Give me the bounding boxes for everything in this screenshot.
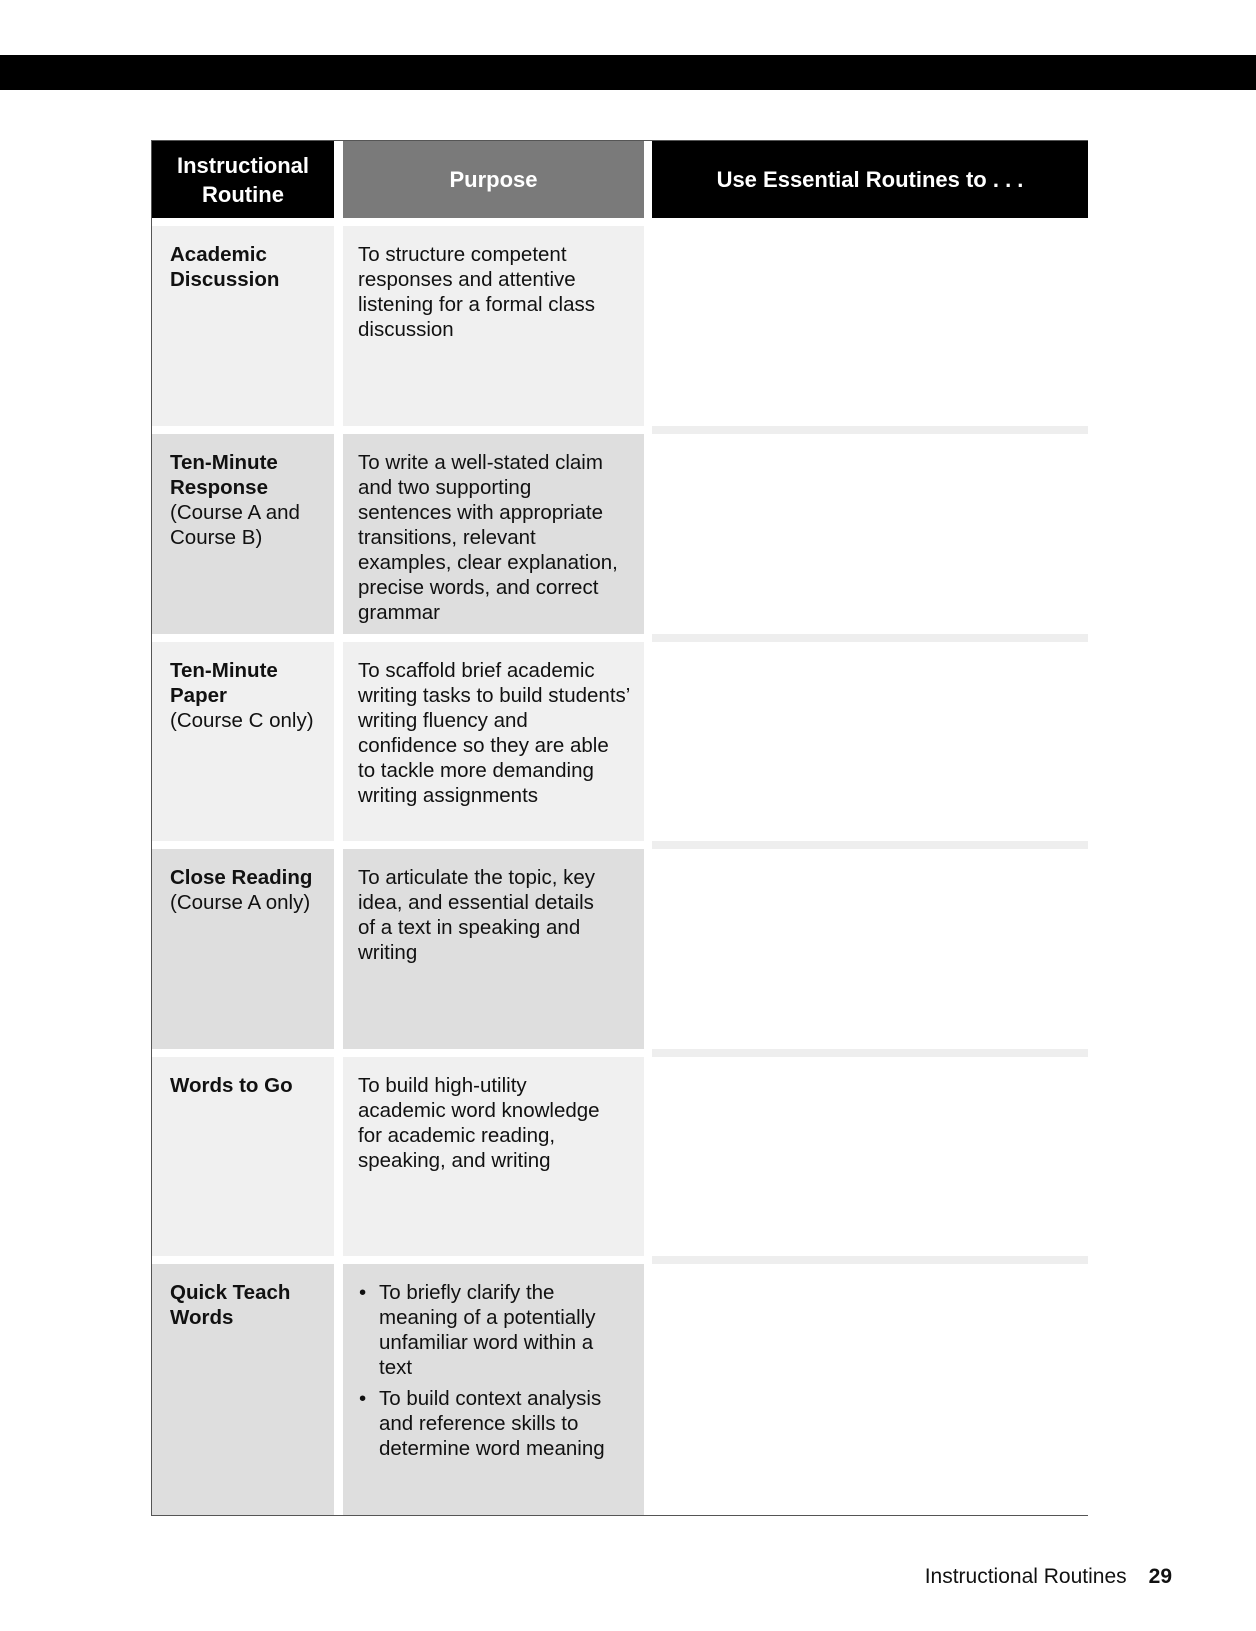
routine-note: (Course A only) (170, 891, 311, 914)
top-black-bar (0, 55, 1256, 90)
purpose-text: To structure competent responses and attentive listening for a formal class discussion (358, 243, 595, 341)
row-separator (652, 634, 1088, 642)
header-instructional-routine: Instructional Routine (152, 141, 334, 218)
table-row-routine (152, 849, 334, 1049)
row-separator (652, 426, 1088, 434)
purpose-text: To write a well-stated claim and two supporting sentences with appropriate transitions, relevant examples, clear explanation, precise words, and correct grammar (358, 451, 618, 624)
routine-name: Close Reading (170, 866, 313, 889)
table-row-use-cell (652, 218, 1088, 426)
routine-name: Ten-Minute Paper (170, 659, 278, 707)
table-row-routine (152, 1057, 334, 1256)
purpose-text: To scaffold brief academic writing tasks to build students’ writing fluency and confidence so they are able to tackle more demanding writing assignments (358, 659, 630, 807)
page-footer (925, 1565, 1172, 1589)
page-number: 29 (1148, 1565, 1172, 1588)
table-row-purpose (343, 434, 644, 634)
table-row-purpose (343, 849, 644, 1049)
header-purpose: Purpose (343, 141, 644, 218)
routine-name: Academic Discussion (170, 243, 280, 291)
routine-name: Quick Teach Words (170, 1281, 291, 1329)
routine-note: (Course A and Course B) (170, 501, 300, 549)
table-row-routine (152, 226, 334, 426)
table-row-purpose (343, 642, 644, 841)
routine-name: Words to Go (170, 1074, 293, 1097)
table-row-use-cell (652, 1057, 1088, 1256)
table-row-use-cell (652, 434, 1088, 634)
routine-name: Ten-Minute Response (170, 451, 278, 499)
list-item: • To build context analysis and reference skills to determine word meaning (358, 1386, 620, 1461)
table-row-routine (152, 434, 334, 634)
table-row-use-cell (652, 1264, 1088, 1515)
table-row-purpose (343, 1264, 644, 1515)
routines-table (151, 140, 1088, 1516)
purpose-bullet-list (358, 1280, 634, 1461)
row-separator (652, 841, 1088, 849)
row-separator (652, 1256, 1088, 1264)
table-row-use-cell (652, 849, 1088, 1049)
table-row-purpose (343, 226, 644, 426)
footer-section-title: Instructional Routines (924, 1565, 1127, 1588)
purpose-text: To articulate the topic, key idea, and essential details of a text in speaking and writing (358, 866, 596, 964)
table-row-routine (152, 1264, 334, 1515)
table-row-use-cell (652, 642, 1088, 841)
table-row-purpose (343, 1057, 644, 1256)
row-separator (652, 1049, 1088, 1057)
table-row-routine (152, 642, 334, 841)
routine-note: (Course C only) (170, 709, 314, 732)
header-use-essential-routines: Use Essential Routines to . . . (652, 141, 1088, 218)
purpose-text: To build high-utility academic word knowledge for academic reading, speaking, and writing (358, 1074, 600, 1172)
list-item: • To briefly clarify the meaning of a potentially unfamiliar word within a text (358, 1280, 613, 1380)
